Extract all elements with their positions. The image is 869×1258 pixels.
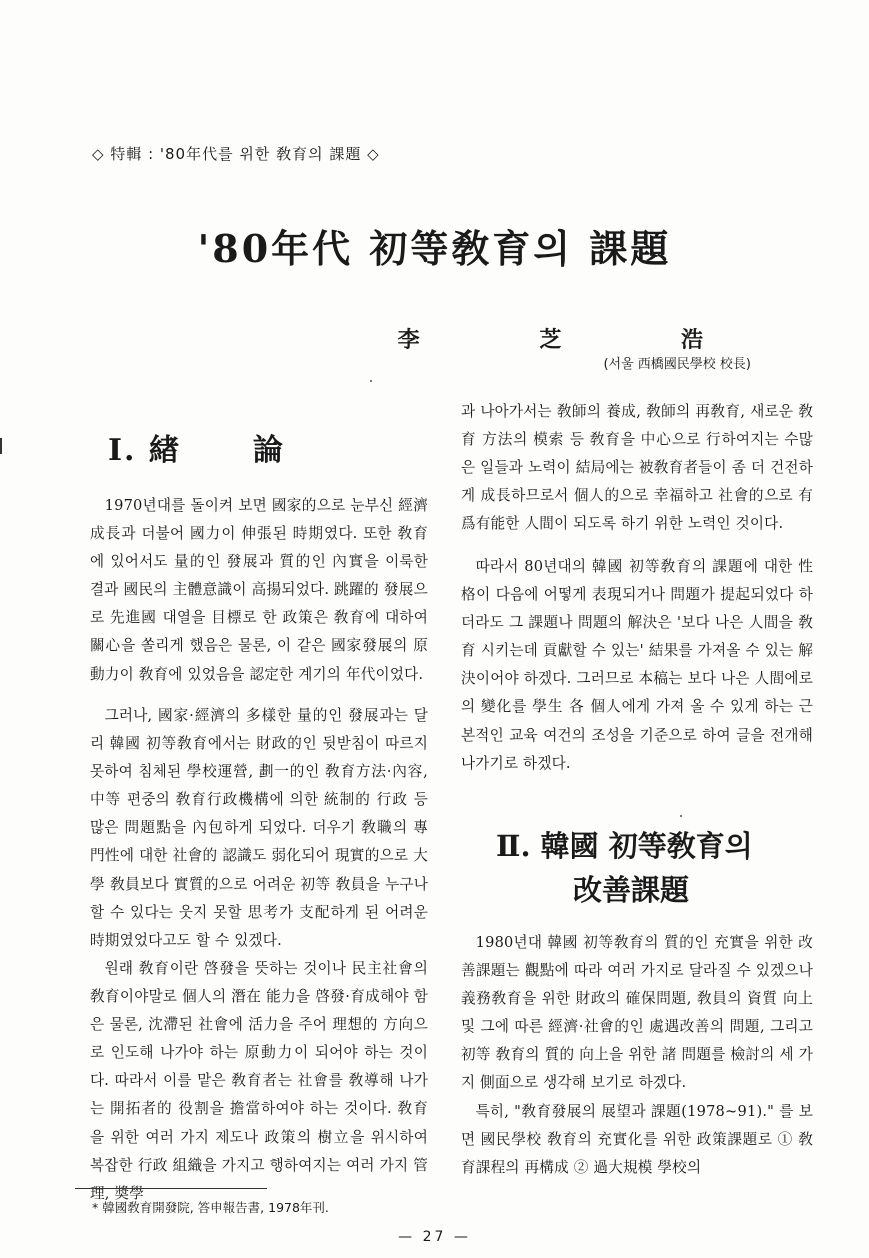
special-issue-banner: ◇ 特輯 : '80年代를 위한 敎育의 課題 ◇: [92, 145, 380, 163]
margin-mark: [0, 438, 2, 454]
paragraph: 과 나아가서는 敎師의 養成, 敎師의 再敎育, 새로운 敎育 方法의 模索 등 敎育을 中心으로 行하여지는 수많은 일들과 노력이 結局에는 被敎育者들이 좀 더 건전하게 成長하므로서 個人的으로 幸福하고 社會的으로 有爲有能한 人間이 되도록 하기 위한 노력인 것이다.: [461, 403, 813, 533]
footnote-rule: [75, 1188, 267, 1189]
footnote: * 韓國敎育開發院, 答申報告書, 1978年刊.: [92, 1200, 329, 1215]
section-2-heading-line-2: 改善課題: [573, 873, 690, 907]
section-1-heading: [108, 425, 285, 469]
author-name: 李 芝 浩: [397, 327, 759, 353]
paragraph: 그러나, 國家·經濟의 多樣한 量的인 發展과는 달리 韓國 初等敎育에서는 財政的인 뒷받침이 따르지 못하여 침체된 學校運營, 劃一的인 敎育方法·內容, 中等 편중의 敎育行政機構에 의한 統制的 行政 등 많은 問題點을 內包하게 되었다. 더우기 敎職의 專門性에 대한 社會的 認識도 弱化되어 現實的으로 大學 敎員보다 實質的으로 어려운 初等 敎員을 누구나 할 수 있다는 웃지 못할 思考가 支配하게 된 어려운 時期였었다고도 할 수 있겠다.: [90, 707, 428, 949]
speck: [370, 380, 372, 382]
author-affiliation: (서울 西橋國民學校 校長): [603, 357, 751, 372]
section-2-heading-line-1: Ⅱ. 韓國 初等敎育의: [496, 829, 753, 863]
page-number: — 27 —: [398, 1229, 471, 1245]
paragraph: 원래 敎育이란 啓發을 뜻하는 것이나 民主社會의 敎育이야말로 個人의 潛在 能力을 啓發·育成해야 함은 물론, 沈滯된 社會에 活力을 주어 理想的 方向으로 인도해 나가야 하는 原動力이 되어야 하는 것이다. 따라서 이를 맡은 敎育者는 社會를 敎導해 나가는 開拓者的 役割을 擔當하여야 하는 것이다. 敎育을 위한 여러 가지 제도나 政策의 樹立을 위시하여 복잡한 行政 組織을 가지고 행하여지는 여러 가지 管理, 奬學: [90, 960, 428, 1202]
paragraph: 1970년대를 돌이켜 보면 國家的으로 눈부신 經濟成長과 더불어 國力이 伸張된 時期였다. 또한 敎育에 있어서도 量的인 發展과 質的인 內實을 이룩한 결과 國民의 主體意識이 高揚되었다. 跳躍的 發展으로 先進國 대열을 目標로 한 政策은 敎育에 대하여 關心을 쏠리게 했음은 물론, 이 같은 國家發展의 原動力이 敎育에 있었음을 認定한 계기의 年代이었다.: [90, 497, 428, 683]
paragraph: 특히, "敎育發展의 展望과 課題(1978~91)." 를 보면 國民學校 敎育의 充實化를 위한 政策課題로 ① 敎育課程의 再構成 ② 過大規模 學校의: [461, 1103, 813, 1177]
section-1-heading-start: I. 緖: [108, 433, 181, 468]
section-1-heading-end: 論: [252, 433, 285, 468]
paragraph: 1980년대 韓國 初等敎育의 質的인 充實을 위한 改善課題는 觀點에 따라 여러 가지로 달라질 수 있겠으나 義務敎育을 위한 財政의 確保問題, 敎員의 資質 向上 및 그에 따른 經濟·社會的인 處遇改善의 問題, 그리고 初等 敎育의 質的 向上을 위한 諸 問題를 檢討의 세 가지 側面으로 생각해 보기로 하겠다.: [461, 934, 813, 1092]
speck: [680, 815, 682, 817]
article-title: '80年代 初等敎育의 課題: [197, 226, 672, 271]
section-2-heading: [496, 824, 753, 912]
paragraph: 따라서 80년대의 韓國 初等敎育의 課題에 대한 性格이 다음에 어떻게 表現되거나 問題가 提起되었다 하더라도 그 課題나 問題의 解決은 '보다 나은 人間을 敎育 시키는데 貢獻할 수 있는' 結果를 가져올 수 있는 解決이어야 하겠다. 그러므로 本稿는 보다 나은 人間에로의 變化를 學生 各 個人에게 가져 올 수 있게 하는 근본적인 교육 여건의 조성을 기준으로 하여 글을 전개해 나가기로 하겠다.: [461, 558, 813, 772]
